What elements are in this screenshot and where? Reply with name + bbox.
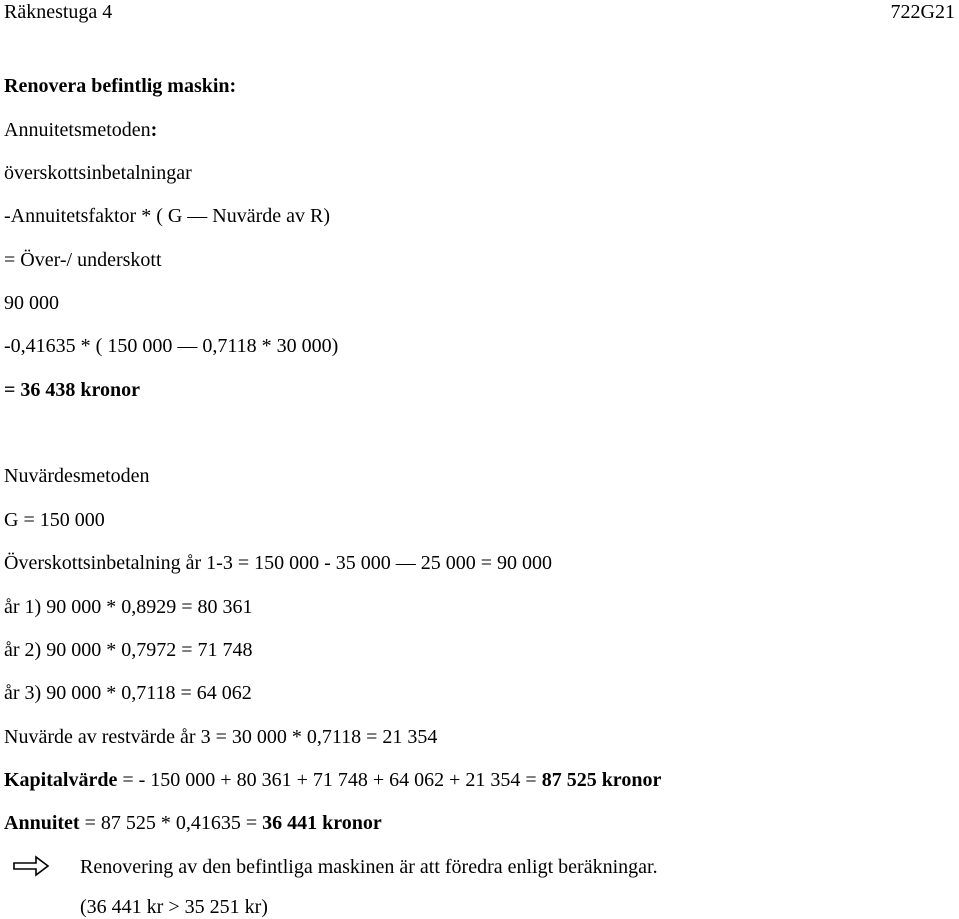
annuitet-line-2: -Annuitetsfaktor * ( G — Nuvärde av R) <box>4 205 331 227</box>
annuitet-expression: = 87 525 * 0,41635 = <box>79 812 263 834</box>
conclusion-comparison: (36 441 kr > 35 251 kr) <box>80 896 268 918</box>
annuitet-line <box>4 811 382 835</box>
kapitalvarde-expression: = - 150 000 + 80 361 + 71 748 + 64 062 + 21 354 = <box>117 769 542 791</box>
annuitet-result: = 36 438 kronor <box>4 379 141 401</box>
conclusion-text: Renovering av den befintliga maskinen är att föredra enligt beräkningar. <box>80 856 658 878</box>
annuitet-final-result: 36 441 kronor <box>262 812 382 834</box>
nuvarde-line-4: år 2) 90 000 * 0,7972 = 71 748 <box>4 639 253 661</box>
annuitet-line-5: -0,41635 * ( 150 000 — 0,7118 * 30 000) <box>4 335 339 357</box>
kapitalvarde-label: Kapitalvärde <box>4 769 118 791</box>
nuvarde-line-2: Överskottsinbetalning år 1-3 = 150 000 - 35 000 — 25 000 = 90 000 <box>4 552 553 574</box>
header-course-name: Räknestuga 4 <box>4 1 113 23</box>
section-title-renovera: Renovera befintlig maskin: <box>4 75 237 97</box>
kapitalvarde-line <box>4 768 661 792</box>
section-title-nuvarde: Nuvärdesmetoden <box>4 465 150 487</box>
nuvarde-line-1: G = 150 000 <box>4 509 105 531</box>
annuitet-line-3: = Över-/ underskott <box>4 249 162 271</box>
annuitet-line-4: 90 000 <box>4 292 59 314</box>
header-course-code: 722G21 <box>890 1 955 23</box>
method-title-annuitet <box>4 118 157 142</box>
nuvarde-line-5: år 3) 90 000 * 0,7118 = 64 062 <box>4 682 252 704</box>
kapitalvarde-result: 87 525 kronor <box>541 769 662 791</box>
nuvarde-line-6: Nuvärde av restvärde år 3 = 30 000 * 0,7118 = 21 354 <box>4 726 438 748</box>
nuvarde-line-3: år 1) 90 000 * 0,8929 = 80 361 <box>4 596 253 618</box>
method-title-colon: : <box>150 119 158 141</box>
annuitet-line-1: överskottsinbetalningar <box>4 162 192 184</box>
method-title-text: Annuitetsmetoden <box>4 119 151 141</box>
annuitet-label: Annuitet <box>4 812 80 834</box>
arrow-right-outline-icon <box>12 855 52 877</box>
